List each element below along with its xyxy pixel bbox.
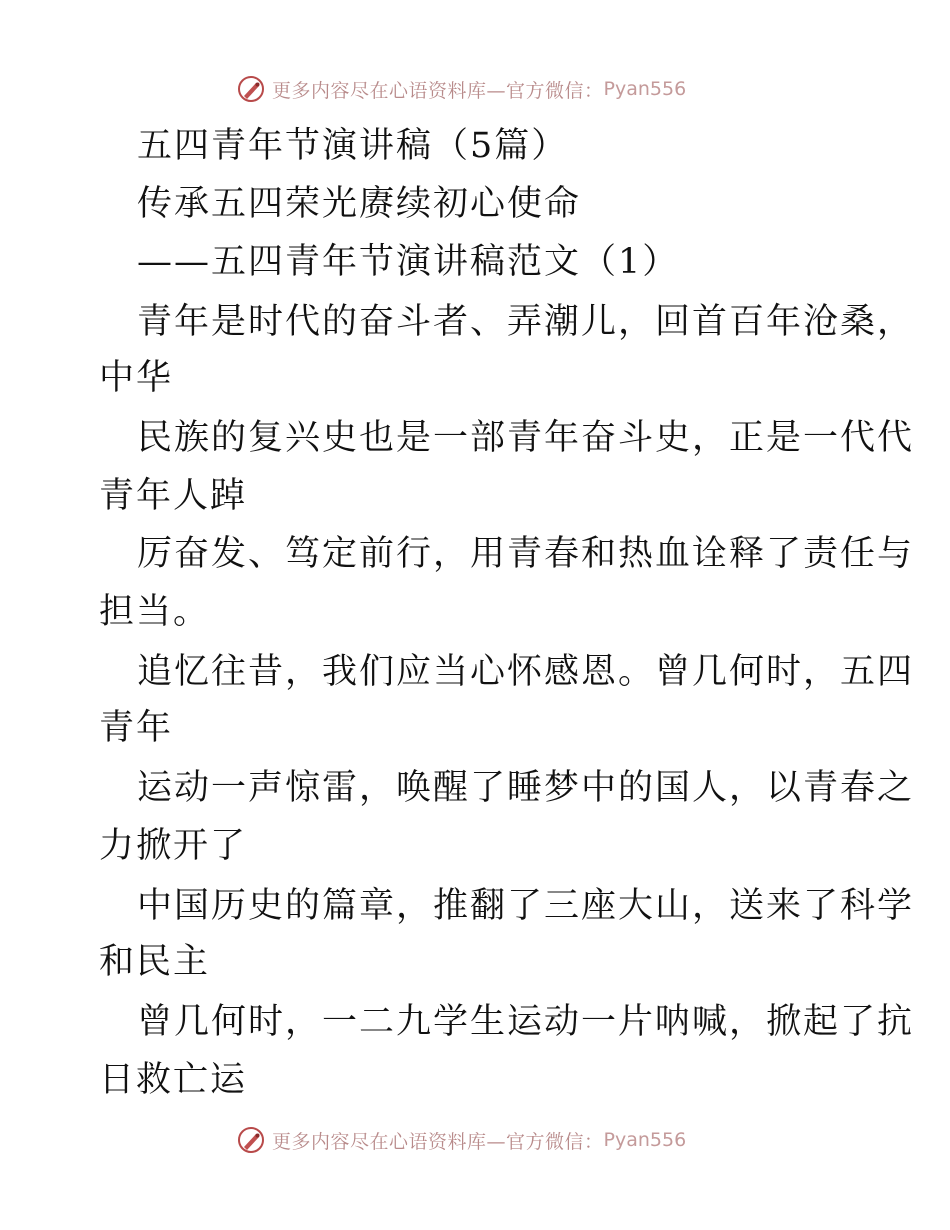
pen-logo-icon [236,1125,266,1155]
paragraph-line: 厉奋发、笃定前行，用青春和热血诠释了责任与 [137,534,915,574]
watermark-text: 更多内容尽在心语资料库—官方微信： [272,79,604,102]
watermark-wechat-id: Pyan556 [603,78,687,100]
watermark-wechat-id: Pyan556 [603,1129,687,1151]
paragraph-line: 曾几何时，一二九学生运动一片呐喊，掀起了抗 [137,1002,915,1042]
paragraph-line: 中华 [99,358,174,398]
paragraph-line: 力掀开了 [99,826,248,866]
paragraph-line: 运动一声惊雷，唤醒了睡梦中的国人，以青春之 [137,768,915,808]
paragraph-line: 民族的复兴史也是一部青年奋斗史，正是一代代 [137,418,915,458]
doc-subheading: ——五四青年节演讲稿范文（1） [137,242,680,282]
watermark-text: 更多内容尽在心语资料库—官方微信： [272,1130,604,1153]
paragraph-line: 担当。 [99,592,211,632]
footer-watermark [236,1123,686,1157]
paragraph-line: 青年人踔 [99,476,248,516]
paragraph-line: 日救亡运 [99,1060,248,1100]
paragraph-line: 青年是时代的奋斗者、弄潮儿，回首百年沧桑， [137,302,915,342]
paragraph-line: 青年 [99,708,174,748]
doc-title: 五四青年节演讲稿（5篇） [137,126,569,166]
header-watermark [236,72,686,106]
pen-logo-icon [236,74,266,104]
paragraph-line: 中国历史的篇章，推翻了三座大山，送来了科学 [137,886,915,926]
doc-subtitle: 传承五四荣光赓续初心使命 [137,184,582,224]
paragraph-line: 追忆往昔，我们应当心怀感恩。曾几何时，五四 [137,652,915,692]
paragraph-line: 和民主 [99,942,211,982]
